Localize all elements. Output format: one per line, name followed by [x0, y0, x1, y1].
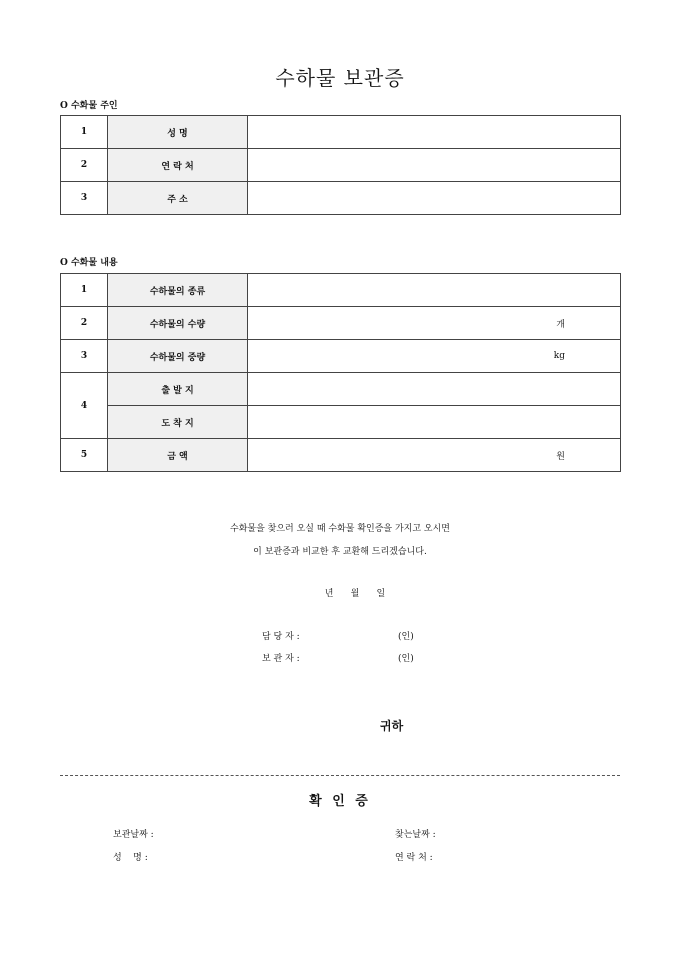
- table-row: [61, 406, 621, 439]
- luggage-quantity-field[interactable]: 개: [248, 307, 621, 340]
- page-title: 수하물 보관증: [275, 66, 405, 90]
- pickup-date-label: 찾는날짜 :: [395, 830, 436, 840]
- amount-label: 금 액: [108, 439, 248, 472]
- staff-seal: (인): [398, 632, 414, 642]
- row-number: 1: [61, 274, 108, 307]
- departure-label: 출 발 지: [108, 373, 248, 406]
- name-field[interactable]: [248, 116, 621, 149]
- name-label: 성 명: [108, 116, 248, 149]
- luggage-weight-label: 수하물의 중량: [108, 340, 248, 373]
- recipient-suffix: 귀하: [380, 719, 404, 733]
- address-field[interactable]: [248, 182, 621, 215]
- confirm-name-label: 성 명 :: [113, 853, 148, 863]
- row-number: 5: [61, 439, 108, 472]
- confirmation-title: 확 인 증: [309, 794, 371, 809]
- amount-field[interactable]: 원: [248, 439, 621, 472]
- contact-field[interactable]: [248, 149, 621, 182]
- table-row: [61, 149, 621, 182]
- luggage-type-field[interactable]: [248, 274, 621, 307]
- luggage-type-label: 수하물의 종류: [108, 274, 248, 307]
- staff-label: 담 당 자 :: [262, 632, 300, 642]
- destination-field[interactable]: [248, 406, 621, 439]
- notice-line-2: 이 보관증과 비교한 후 교환해 드리겠습니다.: [253, 547, 427, 557]
- table-row: [61, 373, 621, 406]
- row-number: 3: [61, 182, 108, 215]
- confirm-contact-label: 연 락 처 :: [395, 853, 433, 863]
- cut-line: [60, 775, 620, 776]
- table-row: [61, 116, 621, 149]
- keeper-seal: (인): [398, 654, 414, 664]
- address-label: 주 소: [108, 182, 248, 215]
- luggage-weight-field[interactable]: kg: [248, 340, 621, 373]
- table-row: [61, 274, 621, 307]
- owner-section-heading: O 수화물 주인: [60, 101, 118, 111]
- content-section-heading: O 수화물 내용: [60, 258, 118, 268]
- row-number: 2: [61, 307, 108, 340]
- stored-date-label: 보관날짜 :: [113, 830, 154, 840]
- row-number: 1: [61, 116, 108, 149]
- keeper-label: 보 관 자 :: [262, 654, 300, 664]
- row-number: 4: [61, 373, 108, 439]
- row-number: 3: [61, 340, 108, 373]
- notice-line-1: 수화물을 찾으러 오실 때 수화물 확인증을 가지고 오시면: [230, 524, 450, 534]
- contact-label: 연 락 처: [108, 149, 248, 182]
- table-row: [61, 439, 621, 472]
- owner-table: [60, 115, 621, 215]
- content-table: [60, 273, 621, 472]
- destination-label: 도 착 지: [108, 406, 248, 439]
- row-number: 2: [61, 149, 108, 182]
- table-row: [61, 340, 621, 373]
- table-row: [61, 307, 621, 340]
- luggage-quantity-label: 수하물의 수량: [108, 307, 248, 340]
- date-line: 년 월 일: [324, 589, 386, 599]
- departure-field[interactable]: [248, 373, 621, 406]
- table-row: [61, 182, 621, 215]
